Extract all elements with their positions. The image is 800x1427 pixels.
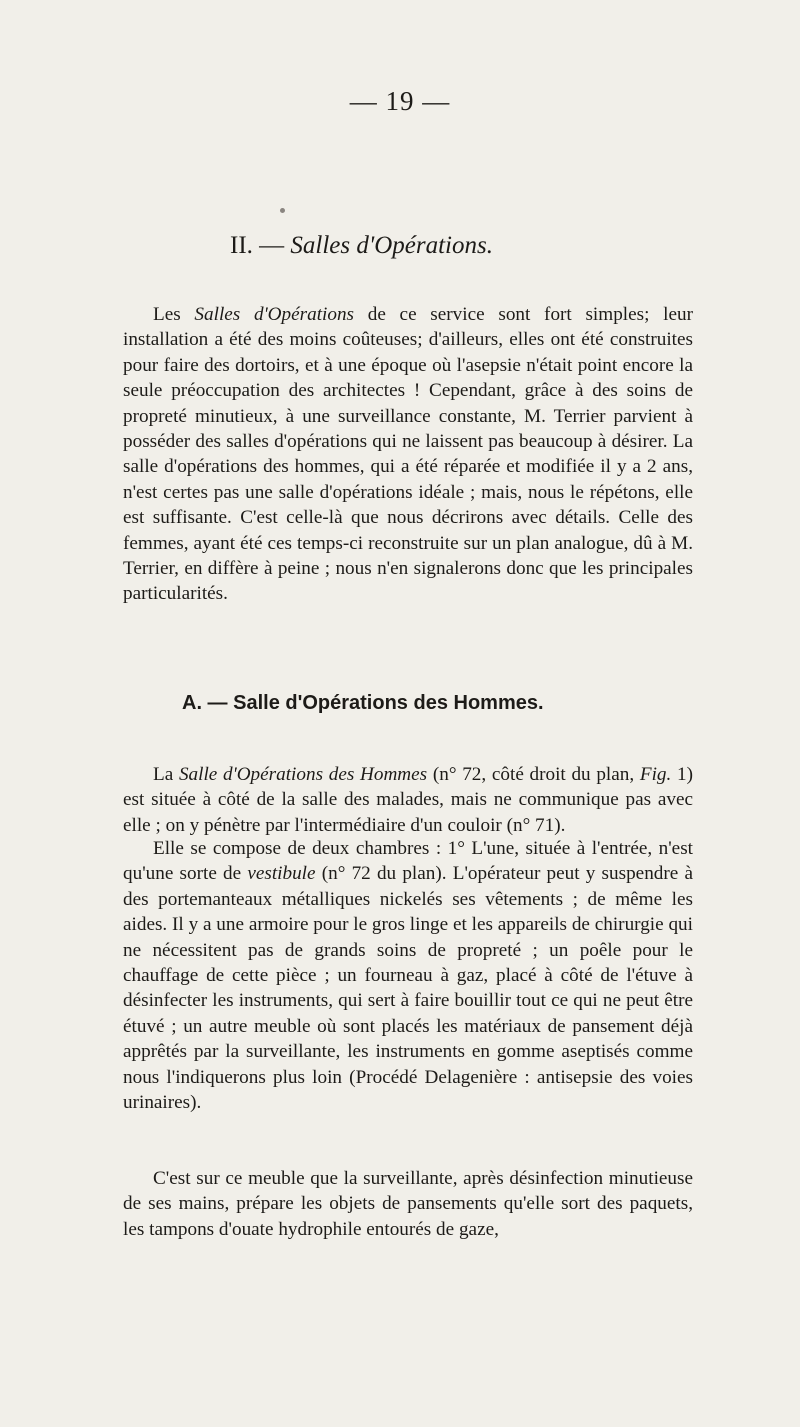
paragraph-1-rest: de ce service sont fort simples; leur installation a été des moins coûteuses; d'ailleurs, elles ont été construites pour faire des dortoirs, et à une époque où l'asepsie n'était point encore la seule préoccupation des architectes ! Cependant, grâce à des soins de propreté minutieux, à une surveillance constante, M. Terrier parvient à posséder des salles d'opérations qui ne laissent pas beaucoup à désirer. La salle d'opérations des hommes, qui a été réparée et modifiée il y a 2 ans, n'est certes pas une salle d'opérations idéale ; mais, nous le répétons, elle est suffisante. C'est celle-là que nous décrirons avec détails. Celle des femmes, ayant été ces temps-ci reconstruite sur un plan analogue, dû à M. Terrier, en diffère à peine ; nous n'en signalerons donc que les principales particularités. xyxy=(123,304,693,605)
section-title-text: Salles d'Opérations. xyxy=(290,232,493,259)
page-number: — 19 — xyxy=(349,86,451,116)
paragraph-1 xyxy=(123,302,693,607)
paragraph-1-lead: Les xyxy=(153,304,195,325)
paragraph-3-italic: vestibule xyxy=(247,863,316,885)
paragraph-4: C'est sur ce meuble que la surveillante, après désinfection minutieuse de ses mains, prépare les objets de pansements qu'elle sort des paquets, les tampons d'ouate hydrophile entourés de gaze, xyxy=(123,1168,693,1240)
paragraph-3-lead: Elle se compose de deux chambres : 1° L'une, située à l'entrée, n'est qu'une sorte de xyxy=(123,838,693,885)
section-number: II. — xyxy=(230,232,291,259)
paragraph-2-italic-2: Fig. xyxy=(639,764,672,785)
paragraph-2 xyxy=(123,762,693,838)
paragraph-2-lead: La xyxy=(153,764,179,785)
paragraph-3-rest: (n° 72 du plan). L'opérateur peut y suspendre à des portemanteaux métalliques nickelés ses vêtements ; de même les aides. Il y a une armoire pour le gros linge et les appareils de chirurgie qui ne nécessitent pas de grands soins de propreté ; un poêle pour le chauffage de cette pièce ; un fourneau à gaz, placé à côté de l'étuve à désinfecter les instruments, qui sert à faire bouillir tout ce qui ne peut être étuvé ; un autre meuble où sont placés les matériaux de pansement déjà apprêtés par la surveillante, les instruments en gomme aseptisés comme nous l'indiquerons plus loin (Procédé Delagenière : antisepsie des voies urinaires). xyxy=(123,863,693,1114)
paragraph-1-italic: Salles d'Opérations xyxy=(194,304,355,325)
paragraph-2-italic-1: Salle d'Opérations des Hommes xyxy=(178,764,428,785)
paragraph-2-rest: 1) est située à côté de la salle des malades, mais ne communique pas avec elle ; on y pénètre par l'intermédiaire d'un couloir (n° 71). xyxy=(123,764,694,836)
section-heading xyxy=(230,232,493,260)
ink-speck xyxy=(280,208,285,213)
subsection-heading: A. — Salle d'Opérations des Hommes. xyxy=(182,692,544,714)
paragraph-2-mid: (n° 72, côté droit du plan, xyxy=(427,764,640,785)
paragraph-3 xyxy=(123,836,693,1115)
